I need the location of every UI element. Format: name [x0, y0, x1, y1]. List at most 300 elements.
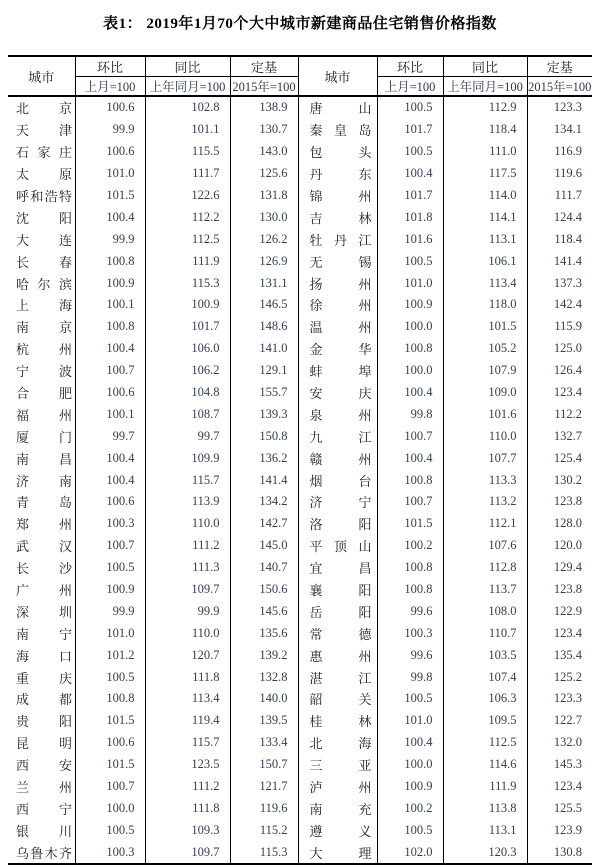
mom-cell-left: 101.2 [75, 644, 145, 666]
mom-cell-left: 101.0 [75, 163, 145, 185]
table-row [8, 272, 592, 294]
city-name: 韶关 [309, 692, 372, 708]
fixed-cell-left: 115.2 [230, 819, 298, 841]
city-name: 蚌埠 [309, 364, 372, 380]
yoy-cell-right: 111.0 [443, 141, 527, 163]
table-row [8, 250, 592, 272]
mom-cell-right: 100.5 [377, 141, 443, 163]
table-row [8, 96, 592, 119]
fixed-cell-right: 124.4 [527, 206, 592, 228]
fixed-cell-left: 139.3 [230, 403, 298, 425]
fixed-cell-left: 139.2 [230, 644, 298, 666]
table-row [8, 732, 592, 754]
city-cell-right [298, 644, 377, 666]
city-name: 广州 [16, 583, 72, 599]
yoy-cell-left: 106.0 [145, 338, 230, 360]
mom-cell-left: 100.1 [75, 403, 145, 425]
mom-cell-right: 100.5 [377, 250, 443, 272]
fixed-cell-left: 146.5 [230, 294, 298, 316]
city-name: 上海 [16, 298, 72, 314]
mom-cell-right: 102.0 [377, 841, 443, 864]
city-name: 包头 [309, 145, 372, 161]
table-row [8, 600, 592, 622]
yoy-cell-left: 115.7 [145, 469, 230, 491]
fixed-cell-left: 131.1 [230, 272, 298, 294]
city-name: 武汉 [16, 539, 72, 555]
fixed-cell-right: 111.7 [527, 185, 592, 207]
mom-cell-right: 100.8 [377, 469, 443, 491]
mom-cell-left: 100.3 [75, 841, 145, 864]
fixed-cell-right: 123.4 [527, 622, 592, 644]
col-subheader-mom-base-left: 上月=100 [75, 77, 145, 97]
mom-cell-right: 100.9 [377, 294, 443, 316]
yoy-cell-left: 110.0 [145, 513, 230, 535]
fixed-cell-right: 123.8 [527, 491, 592, 513]
fixed-cell-left: 142.7 [230, 513, 298, 535]
city-name: 牡丹江 [309, 232, 372, 248]
yoy-cell-right: 103.5 [443, 644, 527, 666]
yoy-cell-right: 118.0 [443, 294, 527, 316]
mom-cell-right: 101.0 [377, 272, 443, 294]
mom-cell-right: 100.4 [377, 447, 443, 469]
city-cell-left [8, 600, 75, 622]
city-name: 泸州 [309, 780, 372, 796]
table-row [8, 557, 592, 579]
mom-cell-left: 101.0 [75, 622, 145, 644]
city-cell-right [298, 622, 377, 644]
city-name: 海口 [16, 648, 72, 664]
yoy-cell-left: 120.7 [145, 644, 230, 666]
city-name: 烟台 [309, 473, 372, 489]
table-row [8, 491, 592, 513]
mom-cell-left: 99.9 [75, 228, 145, 250]
city-name: 安庆 [309, 386, 372, 402]
mom-cell-right: 100.0 [377, 360, 443, 382]
mom-cell-right: 101.0 [377, 710, 443, 732]
mom-cell-left: 100.6 [75, 141, 145, 163]
mom-cell-left: 100.8 [75, 250, 145, 272]
col-header-yoy-left: 同比 [145, 56, 230, 77]
fixed-cell-right: 119.6 [527, 163, 592, 185]
fixed-cell-left: 139.5 [230, 710, 298, 732]
city-cell-right [298, 403, 377, 425]
city-name: 重庆 [16, 670, 72, 686]
city-name: 昆明 [16, 736, 72, 752]
fixed-cell-left: 131.8 [230, 185, 298, 207]
fixed-cell-right: 123.9 [527, 819, 592, 841]
yoy-cell-left: 111.2 [145, 776, 230, 798]
city-name: 石家庄 [16, 145, 72, 161]
fixed-cell-right: 118.4 [527, 228, 592, 250]
city-name: 常德 [309, 626, 372, 642]
city-cell-left [8, 447, 75, 469]
city-cell-left [8, 425, 75, 447]
mom-cell-right: 100.9 [377, 776, 443, 798]
city-name: 长沙 [16, 561, 72, 577]
table-row [8, 163, 592, 185]
yoy-cell-right: 107.4 [443, 666, 527, 688]
mom-cell-left: 100.6 [75, 96, 145, 119]
city-name: 福州 [16, 407, 72, 423]
city-name: 温州 [309, 320, 372, 336]
fixed-cell-left: 125.6 [230, 163, 298, 185]
city-cell-left [8, 776, 75, 798]
city-cell-left [8, 338, 75, 360]
table-row [8, 644, 592, 666]
city-name: 青岛 [16, 495, 72, 511]
city-cell-right [298, 557, 377, 579]
fixed-cell-right: 129.4 [527, 557, 592, 579]
mom-cell-left: 101.5 [75, 185, 145, 207]
yoy-cell-right: 114.6 [443, 754, 527, 776]
city-name: 长春 [16, 254, 72, 270]
city-name: 宁波 [16, 364, 72, 380]
yoy-cell-right: 118.4 [443, 119, 527, 141]
yoy-cell-left: 108.7 [145, 403, 230, 425]
fixed-cell-left: 155.7 [230, 382, 298, 404]
table-row [8, 841, 592, 864]
yoy-cell-right: 108.0 [443, 600, 527, 622]
city-cell-right [298, 163, 377, 185]
city-name: 济南 [16, 473, 72, 489]
fixed-cell-left: 140.0 [230, 688, 298, 710]
mom-cell-right: 100.4 [377, 382, 443, 404]
table-row [8, 754, 592, 776]
fixed-cell-right: 125.5 [527, 798, 592, 820]
yoy-cell-left: 115.7 [145, 732, 230, 754]
fixed-cell-right: 145.3 [527, 754, 592, 776]
fixed-cell-right: 132.0 [527, 732, 592, 754]
fixed-cell-left: 121.7 [230, 776, 298, 798]
table-row [8, 185, 592, 207]
city-cell-left [8, 513, 75, 535]
table-row [8, 666, 592, 688]
fixed-cell-left: 140.7 [230, 557, 298, 579]
city-name: 成都 [16, 692, 72, 708]
city-cell-left [8, 185, 75, 207]
fixed-cell-right: 125.0 [527, 338, 592, 360]
fixed-cell-left: 145.0 [230, 535, 298, 557]
mom-cell-left: 100.6 [75, 732, 145, 754]
yoy-cell-left: 109.7 [145, 579, 230, 601]
table-row [8, 469, 592, 491]
city-cell-left [8, 666, 75, 688]
fixed-cell-left: 126.2 [230, 228, 298, 250]
mom-cell-right: 100.3 [377, 622, 443, 644]
yoy-cell-left: 122.6 [145, 185, 230, 207]
city-cell-right [298, 185, 377, 207]
city-name: 赣州 [309, 451, 372, 467]
city-cell-right [298, 96, 377, 119]
mom-cell-right: 100.0 [377, 754, 443, 776]
yoy-cell-left: 100.9 [145, 294, 230, 316]
yoy-cell-left: 99.9 [145, 600, 230, 622]
city-name: 金华 [309, 342, 372, 358]
city-cell-left [8, 163, 75, 185]
city-name: 大理 [309, 845, 372, 861]
fixed-cell-right: 115.9 [527, 316, 592, 338]
col-header-city-left: 城市 [8, 56, 75, 96]
city-cell-right [298, 228, 377, 250]
table-row [8, 338, 592, 360]
city-name: 唐山 [309, 101, 372, 117]
fixed-cell-right: 123.4 [527, 382, 592, 404]
city-name: 洛阳 [309, 517, 372, 533]
city-cell-right [298, 776, 377, 798]
yoy-cell-right: 114.0 [443, 185, 527, 207]
city-name: 遵义 [309, 823, 372, 839]
table-row [8, 119, 592, 141]
city-name: 郑州 [16, 517, 72, 533]
fixed-cell-right: 128.0 [527, 513, 592, 535]
fixed-cell-right: 123.3 [527, 96, 592, 119]
yoy-cell-right: 114.1 [443, 206, 527, 228]
mom-cell-right: 100.8 [377, 338, 443, 360]
yoy-cell-right: 112.5 [443, 732, 527, 754]
yoy-cell-right: 110.0 [443, 425, 527, 447]
city-cell-left [8, 272, 75, 294]
mom-cell-left: 100.4 [75, 447, 145, 469]
city-name: 北京 [16, 101, 72, 117]
header-row-top [8, 56, 592, 77]
city-cell-left [8, 688, 75, 710]
city-name: 呼和浩特 [16, 189, 72, 204]
yoy-cell-right: 112.9 [443, 96, 527, 119]
city-cell-left [8, 382, 75, 404]
city-cell-left [8, 469, 75, 491]
mom-cell-right: 100.2 [377, 535, 443, 557]
city-cell-right [298, 798, 377, 820]
mom-cell-right: 101.7 [377, 119, 443, 141]
yoy-cell-right: 112.8 [443, 557, 527, 579]
table-row [8, 535, 592, 557]
city-cell-right [298, 206, 377, 228]
fixed-cell-left: 150.7 [230, 754, 298, 776]
mom-cell-left: 99.9 [75, 600, 145, 622]
yoy-cell-right: 106.3 [443, 688, 527, 710]
fixed-cell-right: 123.8 [527, 579, 592, 601]
city-name: 吉林 [309, 210, 372, 226]
col-header-fixed-right: 定基 [527, 56, 592, 77]
yoy-cell-left: 123.5 [145, 754, 230, 776]
city-name: 贵阳 [16, 714, 72, 730]
city-cell-right [298, 294, 377, 316]
table-row [8, 316, 592, 338]
mom-cell-left: 100.7 [75, 535, 145, 557]
fixed-cell-right: 120.0 [527, 535, 592, 557]
city-cell-right [298, 316, 377, 338]
table-row [8, 206, 592, 228]
table-row [8, 819, 592, 841]
fixed-cell-left: 141.4 [230, 469, 298, 491]
yoy-cell-left: 111.2 [145, 535, 230, 557]
yoy-cell-right: 109.5 [443, 710, 527, 732]
city-cell-right [298, 338, 377, 360]
city-cell-right [298, 754, 377, 776]
col-header-fixed-left: 定基 [230, 56, 298, 77]
city-name: 平顶山 [309, 539, 372, 555]
table-row [8, 141, 592, 163]
city-name: 岳阳 [309, 604, 372, 620]
city-cell-left [8, 841, 75, 864]
yoy-cell-right: 106.1 [443, 250, 527, 272]
yoy-cell-right: 101.5 [443, 316, 527, 338]
city-cell-left [8, 316, 75, 338]
col-subheader-fixed-base-left: 2015年=100 [230, 77, 298, 97]
city-cell-left [8, 250, 75, 272]
fixed-cell-right: 135.4 [527, 644, 592, 666]
yoy-cell-left: 101.1 [145, 119, 230, 141]
table-title: 表1： 2019年1月70个大中城市新建商品住宅销售价格指数 [103, 16, 497, 32]
fixed-cell-left: 134.2 [230, 491, 298, 513]
yoy-cell-right: 113.7 [443, 579, 527, 601]
city-cell-right [298, 710, 377, 732]
fixed-cell-right: 130.8 [527, 841, 592, 864]
city-cell-right [298, 688, 377, 710]
fixed-cell-right: 132.7 [527, 425, 592, 447]
yoy-cell-left: 109.3 [145, 819, 230, 841]
fixed-cell-right: 116.9 [527, 141, 592, 163]
yoy-cell-right: 113.8 [443, 798, 527, 820]
col-header-city-right: 城市 [298, 56, 377, 96]
mom-cell-right: 100.7 [377, 491, 443, 513]
fixed-cell-right: 142.4 [527, 294, 592, 316]
mom-cell-left: 100.0 [75, 798, 145, 820]
yoy-cell-left: 109.7 [145, 841, 230, 864]
city-cell-left [8, 732, 75, 754]
table-row [8, 710, 592, 732]
city-cell-left [8, 491, 75, 513]
city-cell-right [298, 666, 377, 688]
yoy-cell-right: 117.5 [443, 163, 527, 185]
city-name: 厦门 [16, 429, 72, 445]
yoy-cell-left: 110.0 [145, 622, 230, 644]
mom-cell-left: 100.8 [75, 316, 145, 338]
table-row [8, 447, 592, 469]
mom-cell-left: 100.8 [75, 688, 145, 710]
yoy-cell-right: 111.9 [443, 776, 527, 798]
city-cell-right [298, 447, 377, 469]
yoy-cell-right: 113.4 [443, 272, 527, 294]
city-name: 湛江 [309, 670, 372, 686]
mom-cell-left: 100.1 [75, 294, 145, 316]
mom-cell-left: 100.4 [75, 338, 145, 360]
city-name: 沈阳 [16, 210, 72, 226]
city-cell-left [8, 228, 75, 250]
city-name: 泉州 [309, 407, 372, 423]
city-cell-right [298, 732, 377, 754]
yoy-cell-right: 113.3 [443, 469, 527, 491]
city-name: 扬州 [309, 276, 372, 292]
city-cell-right [298, 272, 377, 294]
fixed-cell-right: 125.4 [527, 447, 592, 469]
table-row [8, 228, 592, 250]
mom-cell-right: 100.2 [377, 798, 443, 820]
fixed-cell-left: 145.6 [230, 600, 298, 622]
yoy-cell-left: 111.8 [145, 666, 230, 688]
table-row [8, 403, 592, 425]
fixed-cell-right: 126.4 [527, 360, 592, 382]
city-name: 锦州 [309, 189, 372, 204]
city-cell-right [298, 250, 377, 272]
city-name: 北海 [309, 736, 372, 752]
city-name: 宜昌 [309, 561, 372, 577]
col-header-mom-left: 环比 [75, 56, 145, 77]
mom-cell-left: 100.6 [75, 491, 145, 513]
mom-cell-right: 100.8 [377, 579, 443, 601]
yoy-cell-right: 105.2 [443, 338, 527, 360]
fixed-cell-right: 122.9 [527, 600, 592, 622]
mom-cell-right: 99.6 [377, 644, 443, 666]
city-cell-left [8, 96, 75, 119]
city-name: 深圳 [16, 604, 72, 620]
col-subheader-fixed-base-right: 2015年=100 [527, 77, 592, 97]
mom-cell-left: 100.4 [75, 469, 145, 491]
fixed-cell-right: 123.4 [527, 776, 592, 798]
price-index-table [8, 55, 592, 865]
city-name: 杭州 [16, 342, 72, 358]
table-row [8, 360, 592, 382]
city-cell-left [8, 360, 75, 382]
city-name: 南昌 [16, 451, 72, 467]
table-row [8, 622, 592, 644]
mom-cell-left: 100.6 [75, 382, 145, 404]
mom-cell-left: 100.5 [75, 557, 145, 579]
city-cell-left [8, 119, 75, 141]
city-cell-left [8, 819, 75, 841]
fixed-cell-left: 132.8 [230, 666, 298, 688]
fixed-cell-right: 112.2 [527, 403, 592, 425]
fixed-cell-right: 130.2 [527, 469, 592, 491]
city-name: 丹东 [309, 167, 372, 183]
fixed-cell-left: 119.6 [230, 798, 298, 820]
city-name: 南京 [16, 320, 72, 336]
col-subheader-yoy-base-left: 上年同月=100 [145, 77, 230, 97]
city-name: 桂林 [309, 714, 372, 730]
yoy-cell-left: 119.4 [145, 710, 230, 732]
col-header-yoy-right: 同比 [443, 56, 527, 77]
city-cell-right [298, 382, 377, 404]
city-cell-left [8, 622, 75, 644]
city-name: 济宁 [309, 495, 372, 511]
fixed-cell-left: 136.2 [230, 447, 298, 469]
mom-cell-right: 99.6 [377, 600, 443, 622]
table-row [8, 688, 592, 710]
fixed-cell-left: 115.3 [230, 841, 298, 864]
yoy-cell-right: 112.1 [443, 513, 527, 535]
city-cell-right [298, 119, 377, 141]
city-cell-left [8, 798, 75, 820]
city-name: 九江 [309, 429, 372, 445]
mom-cell-right: 101.8 [377, 206, 443, 228]
city-name: 天津 [16, 123, 72, 139]
mom-cell-right: 100.8 [377, 557, 443, 579]
yoy-cell-right: 113.1 [443, 819, 527, 841]
col-subheader-mom-base-right: 上月=100 [377, 77, 443, 97]
yoy-cell-right: 120.3 [443, 841, 527, 864]
fixed-cell-left: 129.1 [230, 360, 298, 382]
mom-cell-left: 100.4 [75, 206, 145, 228]
fixed-cell-left: 138.9 [230, 96, 298, 119]
yoy-cell-left: 111.3 [145, 557, 230, 579]
yoy-cell-left: 99.7 [145, 425, 230, 447]
city-cell-left [8, 206, 75, 228]
mom-cell-right: 100.4 [377, 163, 443, 185]
city-name: 西宁 [16, 801, 72, 817]
fixed-cell-left: 126.9 [230, 250, 298, 272]
city-name: 乌鲁木齐 [16, 845, 72, 861]
city-cell-right [298, 360, 377, 382]
